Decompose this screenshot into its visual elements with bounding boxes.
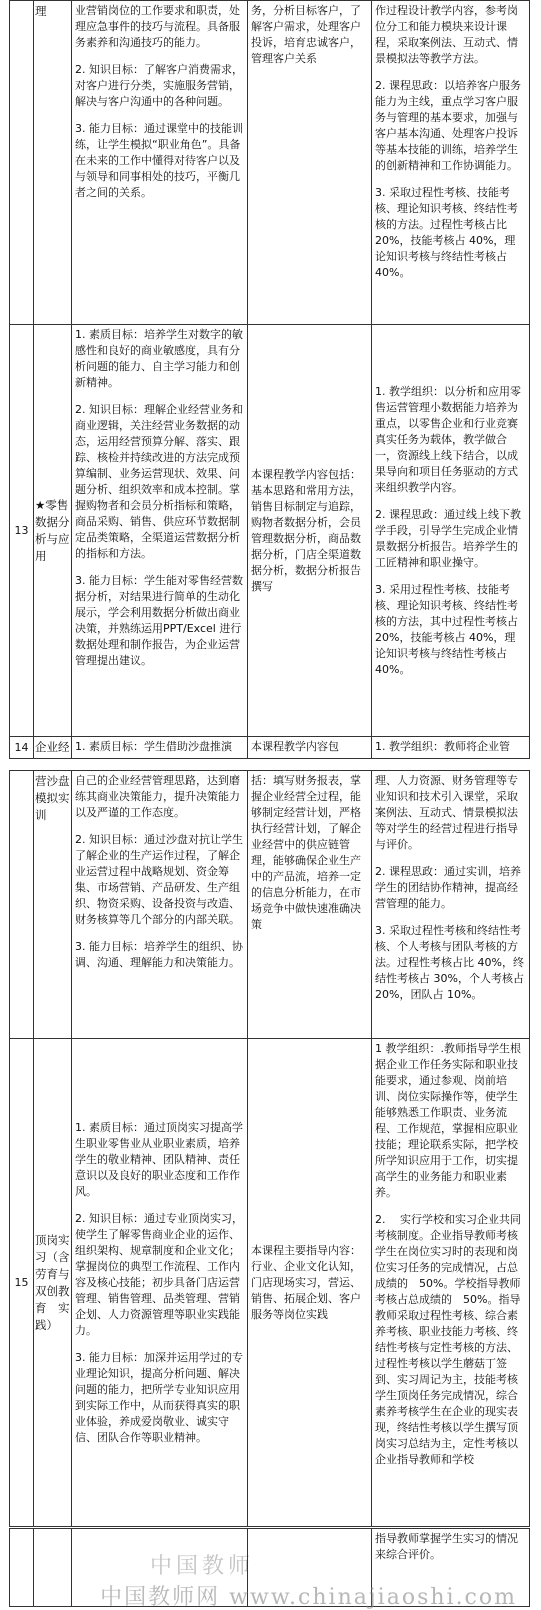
content-text: 本课程教学内容包 (251, 740, 339, 753)
teaching-method-cell (372, 771, 530, 1039)
teaching-method-cell (372, 737, 530, 759)
goal-text: 自己的企业经营管理思路，达到磨练其商业决策能力，提升决策能力以及严谨的工作态度。 (75, 774, 240, 819)
course-name-cell (34, 1529, 72, 1607)
course-table-part-1 (9, 0, 530, 759)
goal-text: 3. 能力目标：学生能对零售经营数据分析，对结果进行简单的生动化展示，学会利用数据分析做出商业决策，并熟练运用PPT/Excel 进行数据处理和制作报告，为企业运营管理提出建议。 (75, 574, 243, 667)
course-name-cell (34, 1039, 72, 1527)
course-goals-cell (72, 325, 248, 737)
row-number-cell (10, 1039, 34, 1527)
goal-text: 1. 素质目标：通过顶岗实习提高学生职业零售业从业职业素质，培养学生的敬业精神、团队精神、责任意识以及良好的职业态度和工作作风。 (75, 1120, 243, 1198)
goal-text: 3. 能力目标：培养学生的组织、协调、沟通、理解能力和决策能力。 (75, 940, 243, 969)
row-number: 15 (14, 1275, 29, 1289)
goal-text: 业营销岗位的工作要求和职责，处理应急事件的技巧与流程。具备服务素养和沟通技巧的能力。 (75, 4, 240, 49)
teaching-method-cell (372, 1039, 530, 1527)
content-text: 务，分析目标客户，了解客户需求，处理客户投诉，培育忠诚客户，管理客户关系 (251, 4, 361, 65)
method-text: 作过程设计教学内容，参考岗位分工和能力模块来设计课程，采取案例法、互动式、情景模拟法等教学方法。 (375, 4, 518, 65)
method-text: 指导教师掌握学生实习的情况来综合评价。 (375, 1532, 518, 1561)
method-text: 3. 采取过程性考核和终结性考核、个人考核与团队考核的方法。过程性考核占比 40%，终结性考核占 30%，个人考核占 20%，团队占 10%。 (375, 924, 524, 1001)
table-row (10, 771, 530, 1039)
course-content-cell (248, 325, 372, 737)
row-number-cell (10, 771, 34, 1039)
course-name: ★零售数据分析与应用 (35, 497, 70, 563)
table-row (10, 1, 530, 325)
method-text: 3. 采取过程性考核、技能考核、理论知识考核、终结性考核的方法。过程性考核占比 20%，技能考核占 40%，理论知识考核与终结性考核占 40%。 (375, 186, 518, 279)
course-goals-cell (72, 737, 248, 759)
method-text: 理、人力资源、财务管理等专业知识和技术引入课堂，采取案例法、互动式、情景模拟法等对学生的经营过程进行指导与评价。 (375, 774, 518, 851)
course-name-cell (34, 325, 72, 737)
watermark-text: 中国教师网 www.chinajiaoshi.com (100, 1585, 517, 1610)
course-content-cell (248, 771, 372, 1039)
course-name-cell (34, 737, 72, 759)
course-goals-cell (72, 1039, 248, 1527)
teaching-method-cell (372, 325, 530, 737)
table-row (10, 325, 530, 737)
method-text: 2. 课程思政：通过线上线下教学手段，引导学生完成企业情景数据分析报告。培养学生的工匠精神和职业操守。 (375, 507, 521, 569)
method-text: 2. 课程思政：通过实训，培养学生的团结协作精神，提高经营管理的能力。 (375, 865, 521, 910)
row-number: 13 (14, 523, 29, 537)
course-name: 营沙盘模拟实训 (35, 774, 70, 822)
goal-text: 1. 素质目标：学生借助沙盘推演 (75, 740, 232, 753)
row-number-cell (10, 1, 34, 325)
course-name-cell (34, 771, 72, 1039)
method-text: 3. 采用过程性考核、技能考核、理论知识考核、终结性考核的方法，其中过程性考核占 20%，技能考核占 40%，理论知识考核与终结性考核占 40%。 (375, 582, 518, 676)
table-row (10, 1039, 530, 1527)
method-text: 1. 教学组织：教师将企业管 (375, 740, 510, 753)
method-text: 2. 实行学校和实习企业共同考核制度。企业指导教师考核学生在岗位实习时的表现和岗位实习任务的完成情况，占总成绩的 50%。学校指导教师考核占总成绩的 50%。指导教师采取过程性考核、综合素养考核、职业技能力考核、终结性考核与定性考核的方法、过程性考核以学生蘑菇丁签到、实习周记为主，技能考核学生顶岗任务完成情况，综合素养考核学生在企业的现实表现，终结性考核以学生撰写顶岗实习总结为主，定性考核以企业指导教师和学校 (375, 1213, 521, 1466)
goal-text: 3. 能力目标：加深并运用学过的专业理论知识，提高分析问题、解决问题的能力，把所学专业知识应用到实际工作中，从而获得真实的职业体验，养成爱岗敬业、诚实守信、团队合作等职业精神。 (75, 1350, 243, 1444)
table-row (10, 737, 530, 759)
watermark-text: 中国教师 (150, 1554, 255, 1579)
goal-text: 1. 素质目标：培养学生对数字的敏感性和良好的商业敏感度，具有分析问题的能力、自主学习能力和创新精神。 (75, 328, 243, 389)
method-text: 1. 教学组织：以分析和应用零售运营管理小数据能力培养为重点，以零售企业和行业竞赛真实任务为载体，教学做合一，资源线上线下结合，以成果导向和项目任务驱动的方式来组织教学内容。 (375, 384, 521, 494)
content-text: 括：填写财务报表，掌握企业经营全过程，能够制定经营计划，严格执行经营计划，了解企业经营中的供应链管理，能够确保企业生产中的产品流，培养一定的信息分析能力，在市场竞争中做快速准确决策 (251, 774, 361, 931)
method-text: 2. 课程思政：以培养客户服务能力为主线，重点学习客户服务与管理的基本要求，加强与客户基本沟通、处理客户投诉等基本技能的训练，培养学生的创新精神和工作协调能力。 (375, 79, 521, 172)
course-content-cell (248, 737, 372, 759)
row-number-cell (10, 737, 34, 759)
goal-text: 2. 知识目标：通过专业顶岗实习，使学生了解零售商业企业的运作、组织架构、规章制度和企业文化；掌握岗位的典型工作流程、工作内容及核心技能；初步具备门店运营管理、销售管理、品类管理、营销企划、人力资源管理等职业实践能力。 (75, 1211, 243, 1337)
course-name: 理 (35, 4, 47, 18)
row-number-cell (10, 325, 34, 737)
row-number: 14 (14, 740, 29, 754)
course-name-cell (34, 1, 72, 325)
course-goals-cell (72, 771, 248, 1039)
course-content-cell (248, 1039, 372, 1527)
row-number-cell (10, 1529, 34, 1607)
goal-text: 2. 知识目标：了解客户消费需求，对客户进行分类，实施服务营销，解决与客户沟通中的各种问题。 (75, 63, 243, 108)
course-name: 顶岗实习（含劳育与双创教育 实践） (35, 1232, 70, 1332)
goal-text: 2. 知识目标：通过沙盘对抗让学生了解企业的生产运作过程，了解企业运营过程中战略规划、资金筹集、市场营销、产品研发、生产组织、物资采购、设备投资与改造、财务核算等几个部分的内部关联。 (75, 833, 243, 926)
course-goals-cell (72, 1, 248, 325)
teaching-method-cell (372, 1, 530, 325)
content-text: 本课程教学内容包括：基本思路和常用方法，销售目标制定与追踪，购物者数据分析，会员管理数据分析，商品数据分析，门店全渠道数据分析，数据分析报告撰写 (251, 467, 361, 593)
course-name: 企业经 (35, 740, 70, 754)
method-text: 1 教学组织：.教师指导学生根据企业工作任务实际和职业技能要求，通过参观、岗前培训、岗位实际操作等，使学生能够熟悉工作职责、业务流程、工作规范，掌握相应职业技能；理论联系实际，把学校所学知识应用于工作，切实提高学生的业务能力和职业素养。 (375, 1042, 521, 1199)
content-text: 本课程主要指导内容：行业、企业文化认知，门店现场实习，营运、销售、拓展企划、客户服务等岗位实践 (251, 1243, 361, 1321)
goal-text: 3. 能力目标：通过课堂中的技能训练，让学生模拟“职业角色”。具备在未来的工作中懂得对待客户以及与领导和同事相处的技巧，平衡几者之间的关系。 (75, 122, 243, 199)
course-table-part-2 (9, 770, 530, 1527)
course-content-cell (248, 1, 372, 325)
goal-text: 2. 知识目标：理解企业经营业务和商业逻辑，关注经营业务数据的动态，运用经营预算分解、落实、跟踪、核检并持续改进的方法完成预算编制、业务运营现状、效果、问题分析、组织效率和成本控制。掌握购物者和会员分析指标和策略，商品采购、销售、供应环节数据制定品类策略，全渠道运营数据分析的指标和方法。 (75, 403, 243, 560)
